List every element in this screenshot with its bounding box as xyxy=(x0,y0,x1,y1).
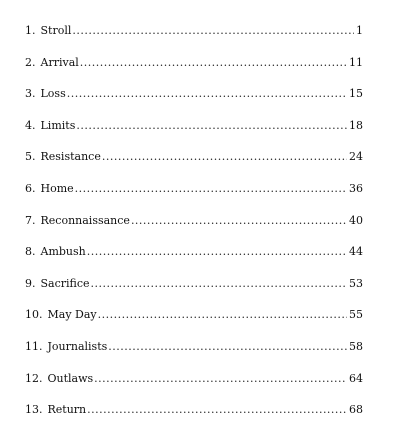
toc-entry-page: 58 xyxy=(349,339,363,353)
dot-leader xyxy=(87,403,347,417)
toc-entry-number: 3. xyxy=(25,87,36,101)
toc-entry-return[interactable] xyxy=(25,403,363,435)
toc-entry-title: Arrival xyxy=(40,55,79,69)
toc-entry-home[interactable] xyxy=(25,182,363,214)
toc-entry-number: 2. xyxy=(25,55,36,69)
toc-entry-page: 55 xyxy=(349,308,363,322)
toc-entry-page: 1 xyxy=(356,24,363,37)
toc-entry-number: 9. xyxy=(25,276,36,290)
toc-entry-page: 68 xyxy=(349,403,363,417)
toc-entry-number: 1. xyxy=(25,24,36,37)
dot-leader xyxy=(72,24,354,38)
dot-leader xyxy=(91,277,347,291)
toc-entry-page: 36 xyxy=(349,181,363,195)
toc-entry-title: Return xyxy=(47,403,87,417)
dot-leader xyxy=(76,119,347,133)
toc-entry-page: 53 xyxy=(349,276,363,290)
toc-entry-title: Home xyxy=(40,181,74,195)
toc-entry-page: 44 xyxy=(349,245,363,259)
toc-entry-title: Outlaws xyxy=(47,371,94,385)
dot-leader xyxy=(131,214,347,228)
dot-leader xyxy=(108,340,347,354)
toc-entry-title: Stroll xyxy=(40,24,72,37)
toc-entry-number: 5. xyxy=(25,150,36,164)
toc-entry-number: 6. xyxy=(25,181,36,195)
toc-entry-title: Ambush xyxy=(40,245,86,259)
toc-entry-number: 7. xyxy=(25,213,36,227)
toc-entry-title: Loss xyxy=(40,87,66,101)
toc-entry-number: 10. xyxy=(25,308,43,322)
dot-leader xyxy=(98,308,347,322)
toc-entry-number: 11. xyxy=(25,339,43,353)
toc-entry-page: 15 xyxy=(349,87,363,101)
toc-entry-page: 40 xyxy=(349,213,363,227)
toc-entry-title: Journalists xyxy=(47,339,108,353)
toc-entry-may-day[interactable] xyxy=(25,308,363,340)
toc-entry-title: May Day xyxy=(47,308,97,322)
toc-entry-resistance[interactable] xyxy=(25,150,363,182)
toc-entry-reconnaissance[interactable] xyxy=(25,214,363,246)
toc-entry-title: Reconnaissance xyxy=(40,213,130,227)
toc-entry-limits[interactable] xyxy=(25,119,363,151)
table-of-contents xyxy=(25,24,363,435)
dot-leader xyxy=(75,182,347,196)
toc-entry-journalists[interactable] xyxy=(25,340,363,372)
dot-leader xyxy=(80,56,347,70)
toc-entry-arrival[interactable] xyxy=(25,56,363,88)
toc-entry-page: 18 xyxy=(349,118,363,132)
toc-entry-title: Sacrifice xyxy=(40,276,90,290)
dot-leader xyxy=(102,150,347,164)
toc-entry-title: Resistance xyxy=(40,150,101,164)
toc-entry-ambush[interactable] xyxy=(25,245,363,277)
toc-entry-loss[interactable] xyxy=(25,87,363,119)
dot-leader xyxy=(87,245,347,259)
toc-entry-number: 12. xyxy=(25,371,43,385)
toc-entry-number: 13. xyxy=(25,403,43,417)
toc-entry-page: 24 xyxy=(349,150,363,164)
toc-entry-stroll[interactable] xyxy=(25,24,363,56)
toc-entry-number: 8. xyxy=(25,245,36,259)
toc-entry-title: Limits xyxy=(40,118,76,132)
toc-entry-number: 4. xyxy=(25,118,36,132)
dot-leader xyxy=(94,372,347,386)
toc-entry-page: 11 xyxy=(349,55,363,69)
toc-entry-page: 64 xyxy=(349,371,363,385)
toc-entry-sacrifice[interactable] xyxy=(25,277,363,309)
toc-entry-outlaws[interactable] xyxy=(25,372,363,404)
dot-leader xyxy=(67,87,347,101)
